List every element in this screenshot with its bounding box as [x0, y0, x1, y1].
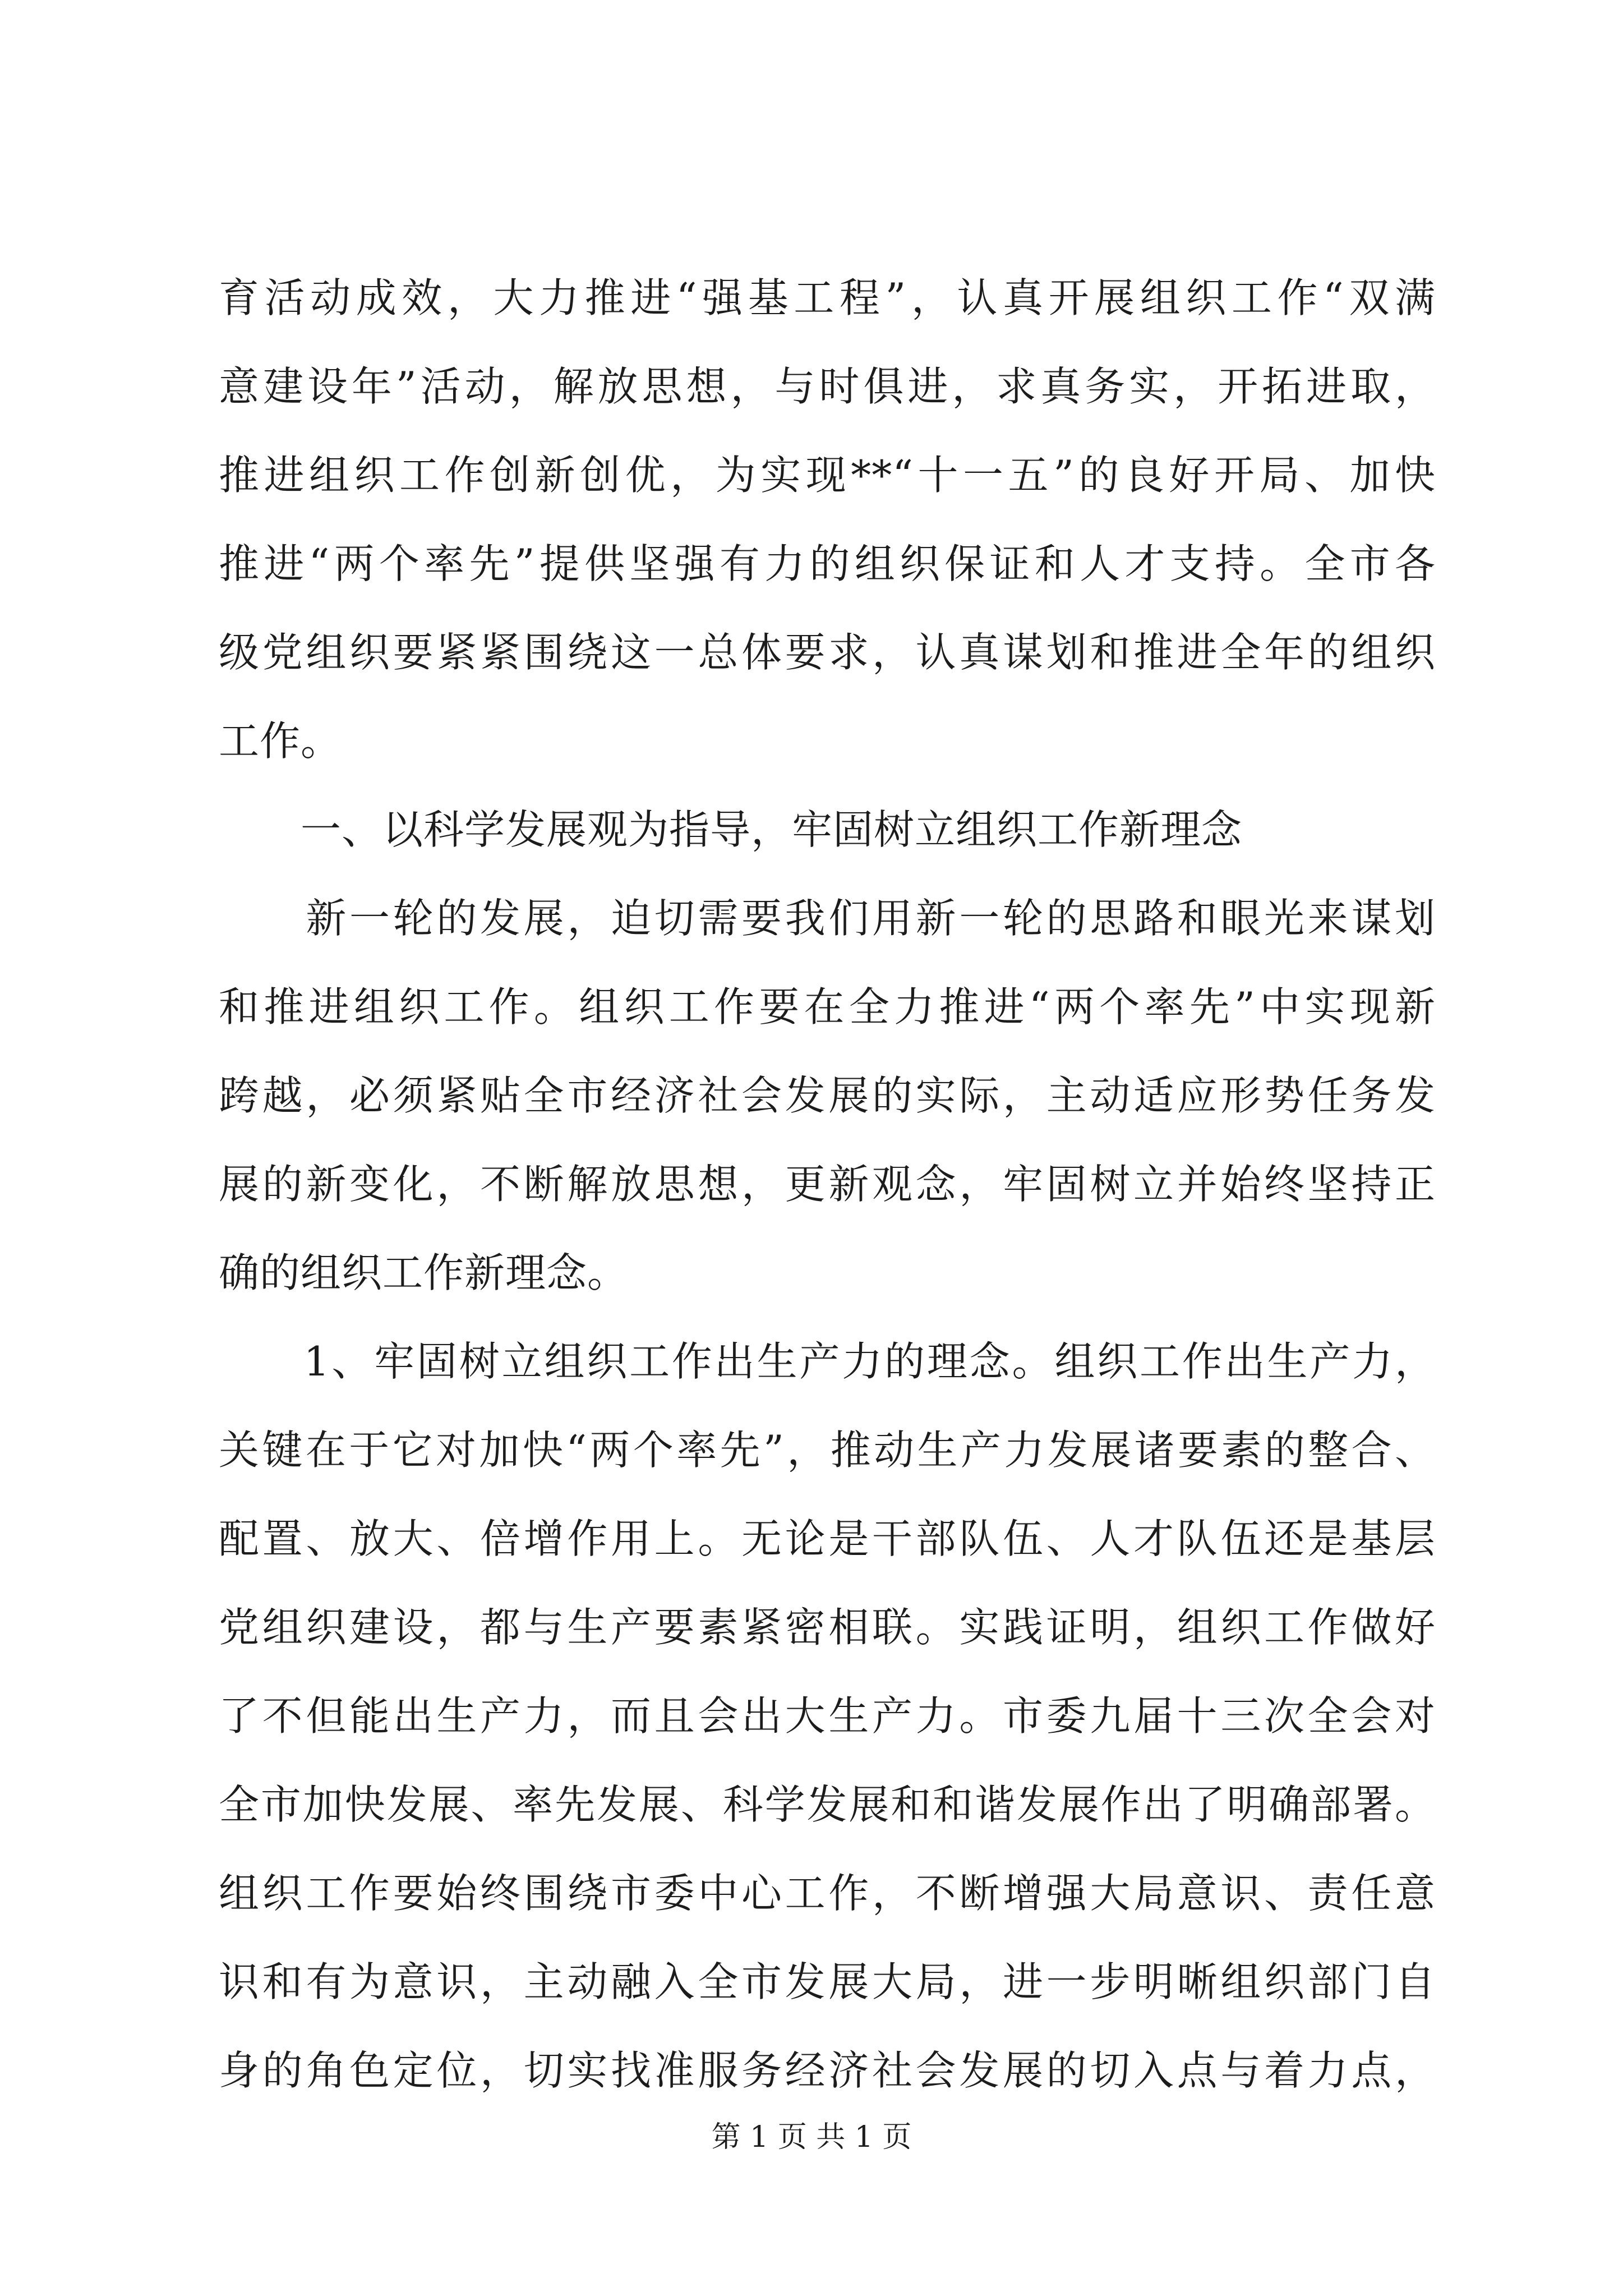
- text-line: 育活动成效，大力推进“强基工程”，认真开展组织工作“双满: [219, 274, 1436, 321]
- text-line: 推进组织工作创新创优，为实现**“十一五”的良好开局、加快: [219, 452, 1436, 499]
- text-line: 组织工作要始终围绕市委中心工作，不断增强大局意识、责任意: [219, 1870, 1436, 1917]
- text-line: 1、牢固树立组织工作出生产力的理念。组织工作出生产力，: [219, 1338, 1436, 1385]
- text-line: 跨越，必须紧贴全市经济社会发展的实际，主动适应形势任务发: [219, 1072, 1436, 1119]
- text-line: 新一轮的发展，迫切需要我们用新一轮的思路和眼光来谋划: [219, 895, 1436, 942]
- text-line: 了不但能出生产力，而且会出大生产力。市委九届十三次全会对: [219, 1692, 1436, 1740]
- text-line: 一、以科学发展观为指导，牢固树立组织工作新理念: [219, 806, 1243, 853]
- section-heading: [219, 785, 1436, 874]
- text-line: 配置、放大、倍增作用上。无论是干部队伍、人才队伍还是基层: [219, 1515, 1436, 1562]
- paragraph: [219, 1317, 1436, 2115]
- text-line: 工作。: [219, 717, 342, 765]
- text-line: 推进“两个率先”提供坚强有力的组织保证和人才支持。全市各: [219, 540, 1436, 587]
- paragraph: [219, 874, 1436, 1317]
- text-line: 关键在于它对加快“两个率先”，推动生产力发展诸要素的整合、: [219, 1427, 1436, 1474]
- text-line: 和推进组织工作。组织工作要在全力推进“两个率先”中实现新: [219, 983, 1436, 1030]
- paragraph: [219, 254, 1436, 785]
- text-line: 识和有为意识，主动融入全市发展大局，进一步明晰组织部门自: [219, 1958, 1436, 2005]
- text-line: 意建设年”活动，解放思想，与时俱进，求真务实，开拓进取，: [219, 363, 1436, 410]
- text-line: 全市加快发展、率先发展、科学发展和和谐发展作出了明确部署。: [219, 1781, 1436, 1828]
- text-line: 展的新变化，不断解放思想，更新观念，牢固树立并始终坚持正: [219, 1161, 1436, 1208]
- text-line: 级党组织要紧紧围绕这一总体要求，认真谋划和推进全年的组织: [219, 629, 1436, 676]
- document-body: [219, 254, 1436, 2115]
- text-line: 身的角色定位，切实找准服务经济社会发展的切入点与着力点，: [219, 2047, 1436, 2094]
- text-line: 党组织建设，都与生产要素紧密相联。实践证明，组织工作做好: [219, 1604, 1436, 1651]
- text-line: 确的组织工作新理念。: [219, 1249, 629, 1296]
- page-number-footer: 第 1 页 共 1 页: [711, 2120, 912, 2154]
